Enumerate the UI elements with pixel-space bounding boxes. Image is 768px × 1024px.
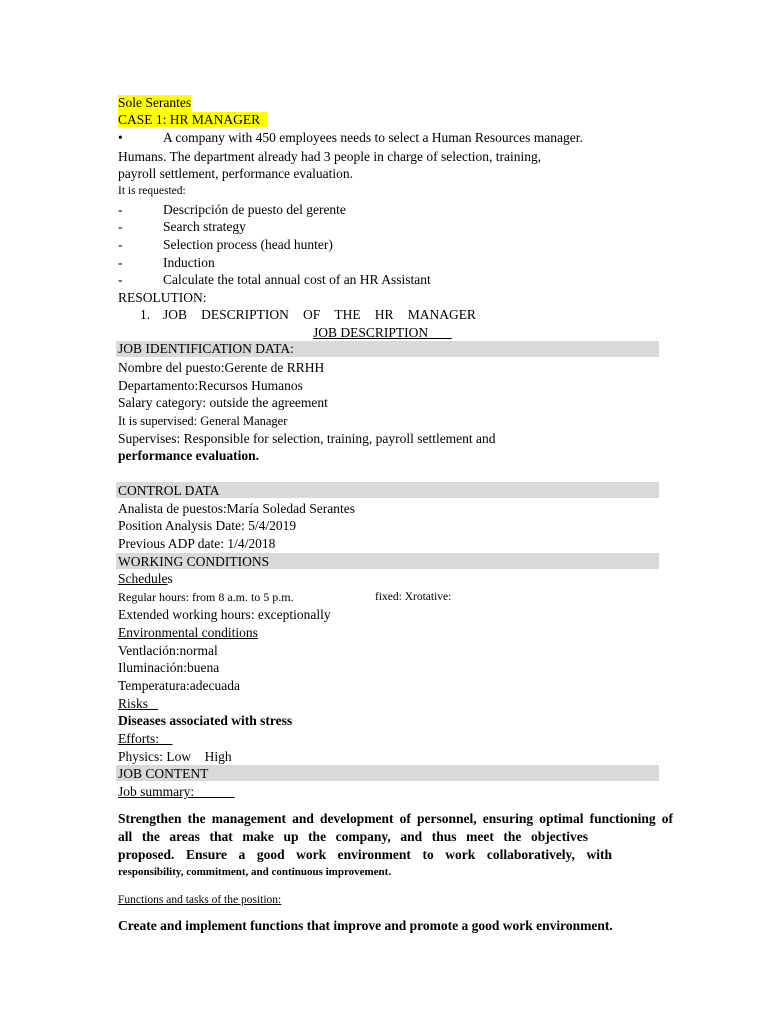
risks-text: Risks [118, 696, 149, 711]
case-title [118, 112, 267, 128]
intro-line-2: Humans. The department already had 3 people in charge of selection, training, [118, 149, 542, 164]
department: Departamento:Recursos Humanos [118, 378, 303, 393]
supervised-by: It is supervised: General Manager [118, 414, 288, 428]
section-job-identification: JOB IDENTIFICATION DATA: [118, 341, 294, 356]
author-name: Sole Serantes [118, 95, 192, 110]
resolution-item-number: 1. [140, 307, 151, 322]
job-description-title-text: JOB DESCRIPTION [313, 325, 429, 340]
regular-hours: Regular hours: from 8 a.m. to 5 p.m. [118, 590, 294, 604]
physical-effort: Physics: Low High [118, 749, 232, 764]
resolution-word: JOB [163, 307, 188, 322]
job-summary-pad [194, 784, 235, 799]
section-job-content: JOB CONTENT [118, 766, 209, 781]
resolution-item-title [163, 307, 476, 323]
job-summary-text: Job summary: [118, 784, 195, 799]
request-dash: - [118, 272, 123, 287]
efforts-pad [159, 731, 173, 746]
extended-hours: Extended working hours: exceptionally [118, 607, 331, 622]
job-description-title [313, 325, 452, 341]
fixed-rotative: fixed: Xrotative: [375, 591, 452, 603]
request-item-induction: Induction [163, 255, 215, 270]
efforts-label [118, 731, 173, 747]
lighting: Iluminación:buena [118, 660, 220, 675]
supervises-bold: performance evaluation. [118, 448, 259, 463]
summary-line-3: proposed. Ensure a good work environment to work collaboratively, with [118, 847, 612, 862]
position-analysis-date: Position Analysis Date: 5/4/2019 [118, 518, 297, 533]
salary-category: Salary category: outside the agreement [118, 395, 328, 410]
resolution-word: OF [303, 307, 321, 322]
resolution-word: THE [334, 307, 361, 322]
supervises: Supervises: Responsible for selection, training, payroll settlement and [118, 431, 496, 446]
section-control-data: CONTROL DATA [118, 483, 220, 498]
resolution-word: MANAGER [407, 307, 476, 322]
efforts-text: Efforts: [118, 731, 159, 746]
ventilation: Ventlación:normal [118, 643, 218, 658]
schedules-underlined: Schedule [118, 571, 168, 586]
request-item-search-strategy: Search strategy [163, 219, 246, 234]
risks-detail: Diseases associated with stress [118, 713, 293, 728]
job-name: Nombre del puesto:Gerente de RRHH [118, 360, 325, 375]
job-analyst: Analista de puestos:María Soledad Serantes [118, 501, 355, 516]
functions-label: Functions and tasks of the position: [118, 894, 282, 906]
intro-line-1: A company with 450 employees needs to select a Human Resources manager. [163, 130, 583, 145]
summary-line-2: all the areas that make up the company, and thus meet the objectives [118, 829, 588, 844]
request-dash: - [118, 219, 123, 234]
case-title-pad [260, 112, 267, 127]
resolution-label: RESOLUTION: [118, 290, 207, 305]
resolution-word: HR [374, 307, 394, 322]
request-item-annual-cost: Calculate the total annual cost of an HR Assistant [163, 272, 431, 287]
section-working-conditions: WORKING CONDITIONS [118, 554, 270, 569]
requested-label: It is requested: [118, 185, 186, 197]
summary-line-4: responsibility, commitment, and continuous improvement. [118, 866, 392, 878]
temperature: Temperatura:adecuada [118, 678, 240, 693]
functions-text: Create and implement functions that improve and promote a good work environment. [118, 918, 613, 933]
request-dash: - [118, 237, 123, 252]
request-item-job-description: Descripción de puesto del gerente [163, 202, 346, 217]
risks-label [118, 696, 158, 712]
environmental-conditions-label: Environmental conditions [118, 625, 258, 640]
previous-adp-date: Previous ADP date: 1/4/2018 [118, 536, 276, 551]
schedules-label [118, 571, 173, 587]
intro-line-3: payroll settlement, performance evaluation. [118, 166, 354, 181]
risks-pad [148, 696, 158, 711]
resolution-word: DESCRIPTION [201, 307, 289, 322]
summary-line-1: Strengthen the management and development of personnel, ensuring optimal functioning of [118, 811, 673, 826]
case-title-text: CASE 1: HR MANAGER [118, 112, 261, 127]
job-summary-label [118, 784, 235, 800]
request-dash: - [118, 202, 123, 217]
schedules-suffix: s [167, 571, 173, 586]
intro-bullet: • [118, 130, 123, 145]
job-description-title-pad [428, 325, 452, 340]
request-dash: - [118, 255, 123, 270]
request-item-selection-process: Selection process (head hunter) [163, 237, 333, 252]
